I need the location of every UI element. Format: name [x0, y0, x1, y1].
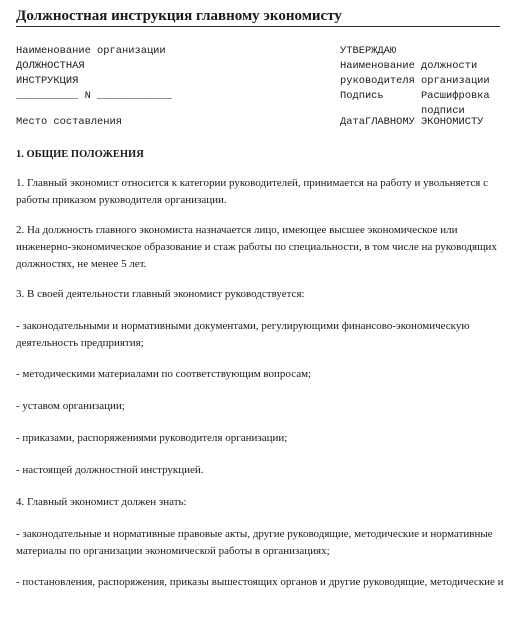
list-item: - методическими материалами по соответствующим вопросам;: [16, 368, 312, 380]
section-heading-general: 1. ОБЩИЕ ПОЛОЖЕНИЯ: [16, 149, 144, 160]
list-item: - законодательными и нормативными документами, регулирующими финансово-экономическую деятельность предприятия;: [16, 320, 470, 349]
paragraph-4: 4. Главный экономист должен знать:: [16, 496, 187, 508]
header-left-block: Наименование организации ДОЛЖНОСТНАЯ ИНСТРУКЦИЯ __________ N ____________: [16, 45, 172, 102]
paragraph-1: 1. Главный экономист относится к категории руководителей, принимается на работу и увольняется с работы приказом руководителя организации.: [16, 177, 488, 206]
document-title: Должностная инструкция главному экономисту: [16, 8, 342, 24]
title-underline: [16, 26, 500, 27]
list-item: - приказами, распоряжениями руководителя организации;: [16, 432, 288, 444]
paragraph-2: 2. На должность главного экономиста назначается лицо, имеющее высшее экономическое или инженерно-экономическое образование и стаж работы по специальности, в том числе на руководящих должностях, не менее 5 лет.: [16, 224, 497, 270]
list-item: - настоящей должностной инструкцией.: [16, 464, 204, 476]
list-item: - уставом организации;: [16, 400, 125, 412]
place-of-compilation: Место составления: [16, 116, 123, 128]
list-item: - постановления, распоряжения, приказы вышестоящих органов и другие руководящие, методические и: [16, 576, 504, 588]
list-item: - законодательные и нормативные правовые акты, другие руководящие, методические и нормативные материалы по организации экономической работы в организациях;: [16, 528, 493, 557]
date-line: ДатаГЛАВНОМУ ЭКОНОМИСТУ: [340, 116, 484, 128]
approval-block: УТВЕРЖДАЮ Наименование должности руководителя организации Подпись Расшифровка подписи: [340, 45, 490, 117]
paragraph-3: 3. В своей деятельности главный экономист руководствуется:: [16, 288, 305, 300]
